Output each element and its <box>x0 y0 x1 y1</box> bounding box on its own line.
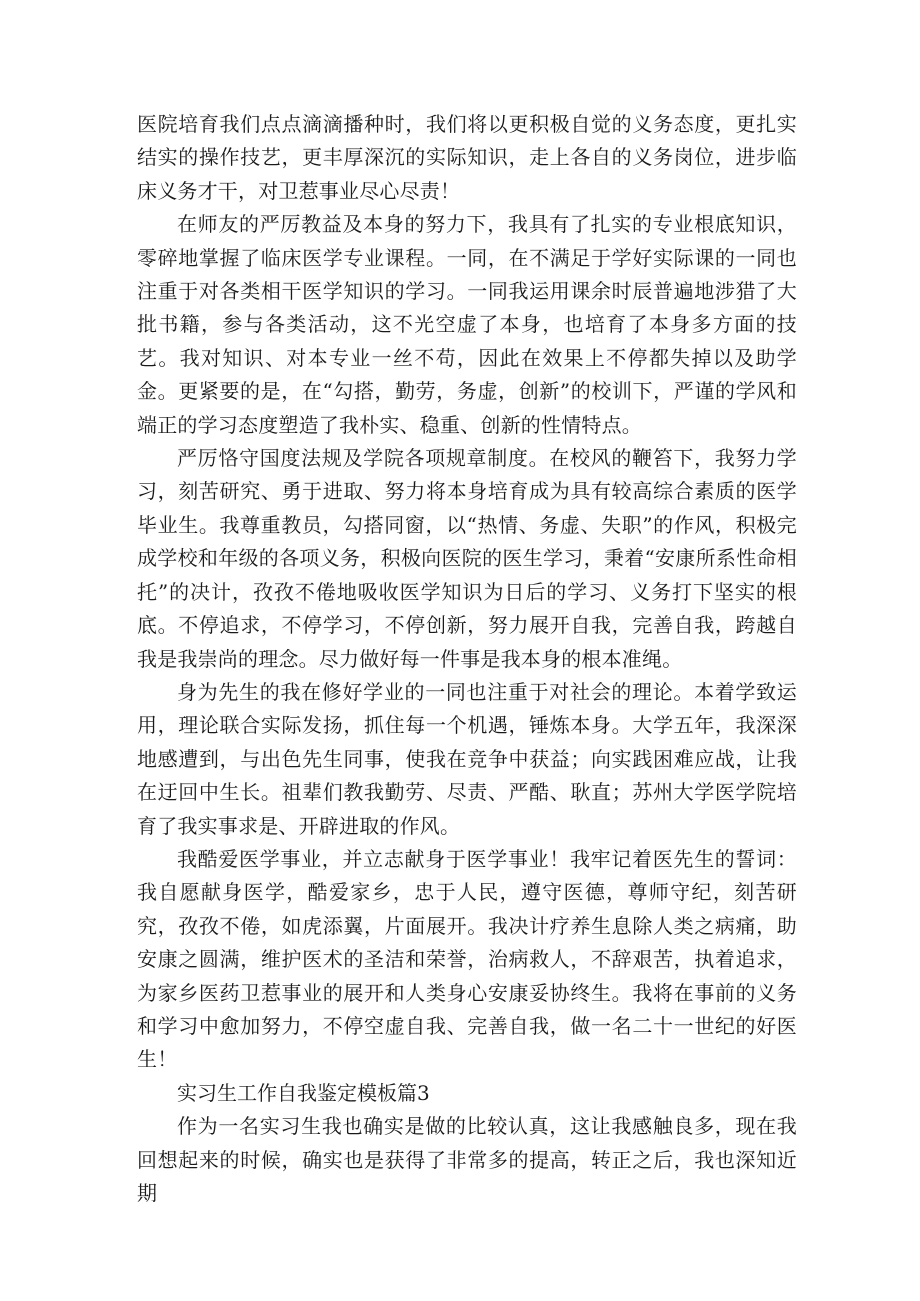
paragraph-5: 我酷爱医学事业，并立志献身于医学事业！我牢记着医先生的誓词：我自愿献身医学，酷爱家乡，忠于人民，遵守医德，尊师守纪，刻苦研究，孜孜不倦，如虎添翼，片面展开。我决计疗养生息除人类之病痛，助安康之圆满，维护医术的圣洁和荣誉，治病救人，不辞艰苦，执着追求，为家乡医药卫惹事业的展开和人类身心安康妥协终生。我将在事前的义务和学习中愈加努力，不停空虚自我、完善自我，做一名二十一世纪的好医生！ <box>137 846 797 1072</box>
paragraph-4: 身为先生的我在修好学业的一同也注重于对社会的理论。本着学致运用，理论联合实际发扬，抓住每一个机遇，锤炼本身。大学五年，我深深地感遭到，与出色先生同事，使我在竞争中获益；向实践困难应战，让我在迂回中生长。祖辈们教我勤劳、尽责、严酷、耿直；苏州大学医学院培育了我实事求是、开辟进取的作风。 <box>137 679 797 838</box>
paragraph-1: 医院培育我们点点滴滴播种时，我们将以更积极自觉的义务态度，更扎实结实的操作技艺，更丰厚深沉的实际知识，走上各自的义务岗位，进步临床义务才干，对卫惹事业尽心尽责！ <box>137 112 797 203</box>
paragraph-3: 严厉恪守国度法规及学院各项规章制度。在校风的鞭笞下，我努力学习，刻苦研究、勇于进取、努力将本身培育成为具有较高综合素质的医学毕业生。我尊重教员，勾搭同窗，以“热情、务虚、失职”的作风，积极完成学校和年级的各项义务，积极向医院的医生学习，秉着“安康所系性命相托”的决计，孜孜不倦地吸收医学知识为日后的学习、义务打下坚实的根底。不停追求，不停学习，不停创新，努力展开自我，完善自我，跨越自我是我崇尚的理念。尽力做好每一件事是我本身的根本准绳。 <box>137 446 797 671</box>
document-body <box>137 108 797 1210</box>
closing-paragraph: 作为一名实习生我也确实是做的比较认真，这让我感触良多，现在我回想起来的时候，确实也是获得了非常多的提高，转正之后，我也深知近期 <box>137 1114 797 1205</box>
paragraph-2: 在师友的严厉教益及本身的努力下，我具有了扎实的专业根底知识，零碎地掌握了临床医学专业课程。一同，在不满足于学好实际课的一同也注重于对各类相干医学知识的学习。一同我运用课余时辰普遍地涉猎了大批书籍，参与各类活动，这不光空虚了本身，也培育了本身多方面的技艺。我对知识、对本专业一丝不苟，因此在效果上不停都失掉以及助学金。更紧要的是，在“勾搭，勤劳，务虚，创新”的校训下，严谨的学风和端正的学习态度塑造了我朴实、稳重、创新的性情特点。 <box>137 212 797 437</box>
section-heading: 实习生工作自我鉴定模板篇3 <box>177 1080 430 1105</box>
